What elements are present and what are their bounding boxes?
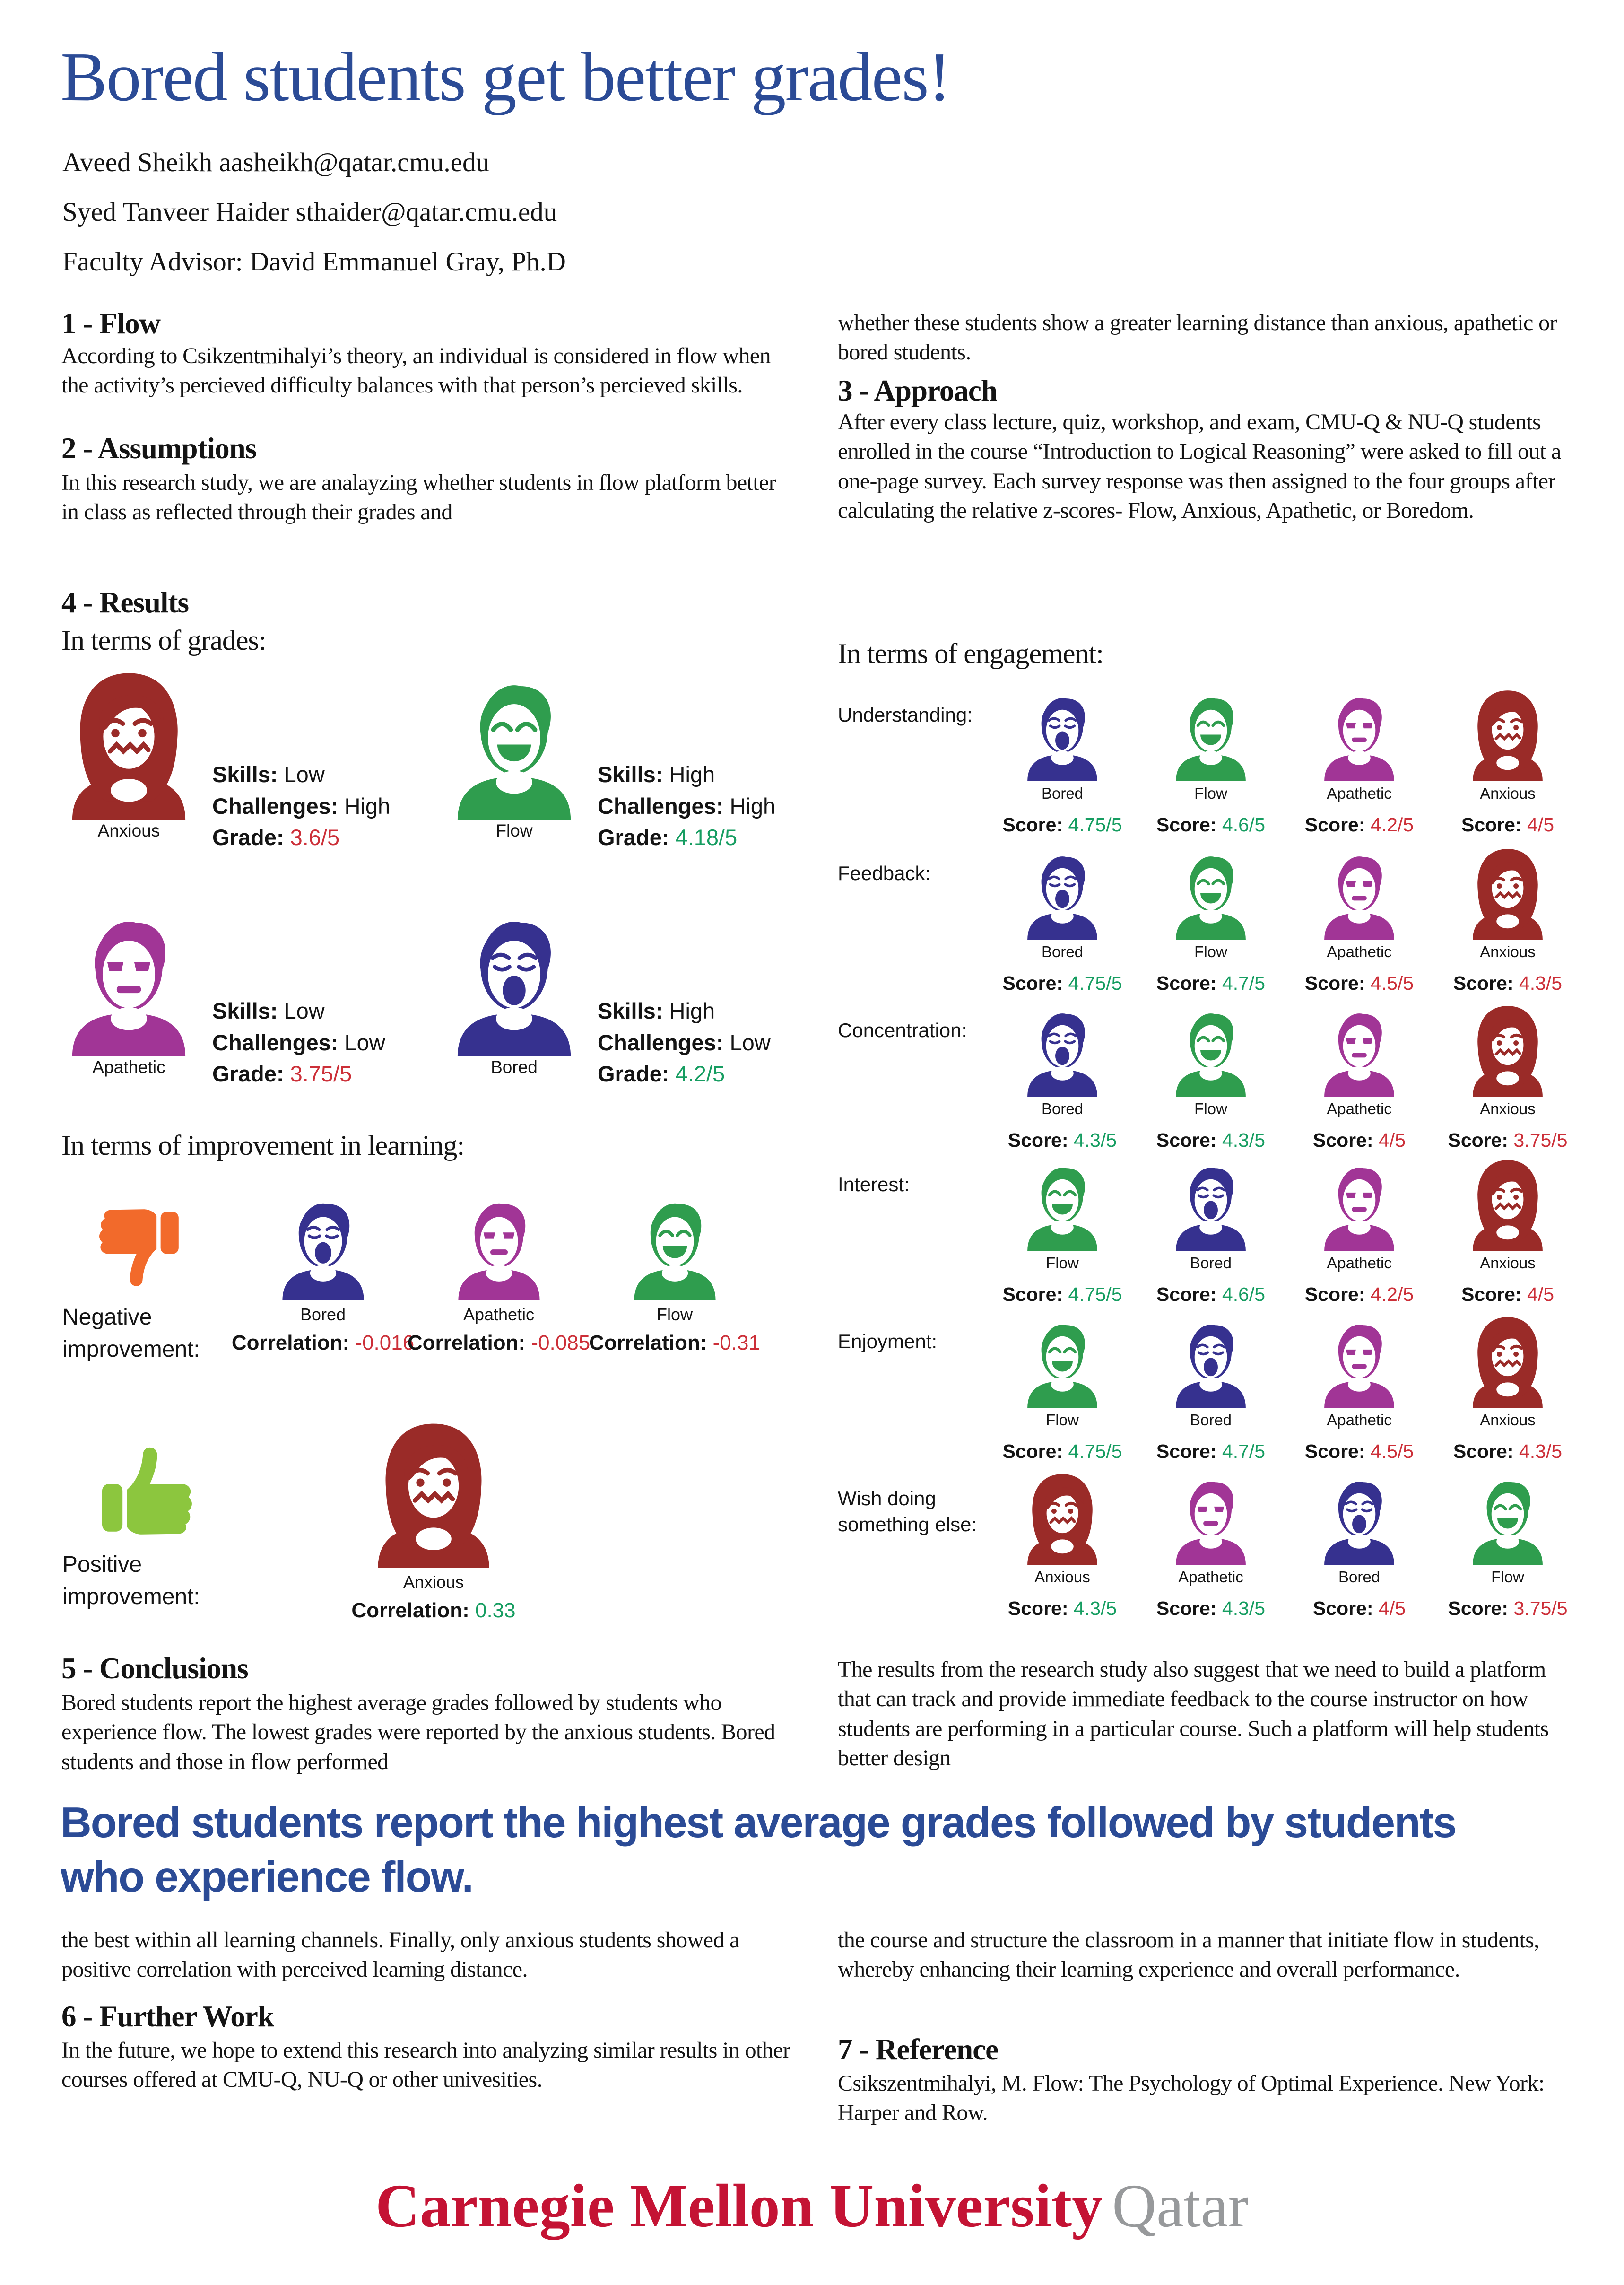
grades-label: In terms of grades: [61, 625, 266, 656]
persona-column [61, 906, 196, 1109]
engagement-row-6 [838, 1472, 1613, 1620]
apathetic-person-icon [1169, 1472, 1252, 1567]
persona-label: Bored [1190, 1254, 1232, 1272]
approach-heading: 3 - Approach [838, 374, 997, 407]
persona-label: Apathetic [1327, 1100, 1392, 1117]
bored-person-icon [275, 1192, 372, 1303]
apathetic-person-icon [451, 1192, 547, 1303]
persona-label: Bored [1338, 1568, 1381, 1586]
assumptions-body: In this research study, we are analayzing whether students in flow platform better in class as reflected through their grades and [61, 470, 776, 525]
correlation-line: Correlation: 0.33 [351, 1599, 516, 1622]
engagement-cell-bored [1137, 1315, 1285, 1463]
bored-person-icon [1169, 1315, 1252, 1410]
authors-block [62, 138, 566, 287]
persona-column [447, 906, 582, 1109]
score-line: Score: 4.75/5 [1002, 814, 1122, 836]
persona-label: Flow [1046, 1411, 1079, 1429]
engagement-cell-anxious [1433, 1158, 1582, 1306]
persona-label: Flow [495, 821, 533, 840]
challenges-line: Challenges: Low [212, 1029, 385, 1055]
apathetic-person-icon [1318, 688, 1401, 784]
apathetic-person-icon [1318, 1158, 1401, 1253]
persona-label: Anxious [1480, 785, 1536, 802]
engagement-cell-apathetic [1285, 688, 1433, 836]
reference-heading: 7 - Reference [838, 2033, 999, 2066]
correlation-line: Correlation: -0.31 [589, 1331, 760, 1354]
assumptions-body-continued: whether these students show a greater learning distance than anxious, apathetic or bored students. [838, 310, 1557, 365]
persona-label: Anxious [1480, 1254, 1536, 1272]
engagement-cell-apathetic [1285, 846, 1433, 994]
flow-person-icon [1021, 1158, 1104, 1253]
improvement-heading: In terms of improvement in learning: [61, 1130, 465, 1161]
skills-line: Skills: Low [212, 761, 325, 787]
score-line: Score: 4/5 [1312, 1597, 1406, 1619]
positive-improvement-label: Positive improvement: [62, 1552, 200, 1610]
engagement-cell-bored [1285, 1472, 1433, 1620]
score-line: Score: 3.75/5 [1448, 1129, 1568, 1151]
thumbs-down-icon [62, 1180, 235, 1301]
grade-line: Grade: 3.75/5 [212, 1061, 352, 1087]
persona-label: Anxious [1480, 1411, 1536, 1429]
apathetic-person-icon [1318, 846, 1401, 942]
assumptions-heading: 2 - Assumptions [61, 432, 257, 465]
flow-person-icon [626, 1192, 723, 1303]
grade-card-anxious [61, 669, 433, 872]
key-finding-callout: Bored students report the highest average grades followed by students who experience flow. [61, 1799, 1456, 1901]
engagement-cell-apathetic [1137, 1472, 1285, 1620]
score-line: Score: 4.3/5 [1007, 1129, 1117, 1151]
persona-label: Apathetic [1327, 943, 1392, 960]
score-line: Score: 4.7/5 [1156, 972, 1266, 994]
engagement-cell-bored [988, 688, 1137, 836]
footer-logo [0, 2171, 1624, 2241]
flow-person-icon [1169, 846, 1252, 942]
score-line: Score: 4.75/5 [1002, 1440, 1122, 1462]
approach-body: After every class lecture, quiz, workshop, and exam, CMU-Q & NU-Q students enrolled in the course “Introduction to Logical Reasoning” were asked to fill out a one-page survey. Each survey response was then assigned to the four groups after calculating the relative z-scores- Flow, Anxious, Apathetic, or Boredom. [838, 410, 1561, 523]
positive-improvement-items [235, 1414, 545, 1622]
score-line: Score: 4/5 [1461, 1283, 1554, 1305]
flow-body: According to Csikzentmihalyi’s theory, an individual is considered in flow when the activity’s percieved difficulty balances with that person’s percieved skills. [61, 343, 771, 398]
persona-label: Apathetic [1327, 1411, 1392, 1429]
author-line: Faculty Advisor: David Emmanuel Gray, Ph.D [62, 246, 566, 277]
flow-person-icon [1021, 1315, 1104, 1410]
engagement-row-label: Wish doing something else: [838, 1487, 977, 1535]
bored-person-icon [1318, 1472, 1401, 1567]
engagement-row-label: Concentration: [838, 1019, 967, 1041]
score-line: Score: 4.6/5 [1156, 1283, 1266, 1305]
grade-card-bored [447, 906, 818, 1109]
flow-heading: 1 - Flow [61, 307, 160, 340]
persona-label: Anxious [403, 1572, 464, 1592]
score-line: Score: 4.2/5 [1304, 1283, 1414, 1305]
positive-improvement-row [62, 1414, 630, 1622]
score-line: Score: 4.3/5 [1156, 1597, 1266, 1619]
score-line: Score: 4.75/5 [1002, 972, 1122, 994]
grade-stats [212, 995, 385, 1109]
challenges-line: Challenges: High [598, 793, 776, 819]
persona-label: Bored [300, 1305, 346, 1324]
engagement-cell-apathetic [1285, 1158, 1433, 1306]
persona-label: Flow [1194, 943, 1227, 960]
conclusions-body-left: Bored students report the highest average grades followed by students who experience flow. The lowest grades were reported by the anxious students. Bored students and those in flow performed [61, 1690, 775, 1774]
grade-stats [598, 995, 771, 1109]
engagement-row-label: Understanding: [838, 704, 973, 726]
persona-label: Flow [1046, 1254, 1079, 1272]
persona-column [61, 669, 196, 872]
correlation-line: Correlation: -0.085 [407, 1331, 591, 1354]
engagement-cell-anxious [1433, 846, 1582, 994]
further-work-heading: 6 - Further Work [61, 2000, 274, 2033]
skills-line: Skills: Low [212, 998, 325, 1023]
skills-line: Skills: High [598, 761, 715, 787]
engagement-cell-apathetic [1285, 1315, 1433, 1463]
persona-label: Apathetic [1327, 785, 1392, 802]
anxious-person-icon [1021, 1472, 1104, 1567]
anxious-person-icon [1466, 1158, 1549, 1253]
author-line: Syed Tanveer Haider sthaider@qatar.cmu.edu [62, 197, 557, 227]
engagement-cell-flow [988, 1158, 1137, 1306]
engagement-row-3 [838, 1003, 1613, 1151]
grade-stats [212, 759, 390, 872]
score-line: Score: 4.2/5 [1304, 814, 1414, 836]
flow-person-icon [1169, 1003, 1252, 1099]
engagement-cell-anxious [1433, 688, 1582, 836]
correlation-line: Correlation: -0.016 [231, 1331, 415, 1354]
score-line: Score: 4.5/5 [1304, 1440, 1414, 1462]
skills-line: Skills: High [598, 998, 715, 1023]
persona-label: Apathetic [1178, 1568, 1243, 1586]
persona-label: Flow [656, 1305, 693, 1324]
score-line: Score: 4.75/5 [1002, 1283, 1122, 1305]
negative-improvement-row [62, 1180, 819, 1362]
persona-label: Anxious [1480, 943, 1536, 960]
engagement-cell-bored [988, 1003, 1137, 1151]
score-line: Score: 4.3/5 [1156, 1129, 1266, 1151]
results-heading: 4 - Results [61, 586, 189, 619]
bored-person-icon [1021, 846, 1104, 942]
persona-label: Anxious [1480, 1100, 1536, 1117]
further-work-body: In the future, we hope to extend this research into analyzing similar results in other courses offered at CMU-Q, NU-Q or other univesities. [61, 2038, 790, 2093]
conclusions-continued-left: the best within all learning channels. Finally, only anxious students showed a positive correlation with perceived learning distance. [61, 1927, 739, 1982]
anxious-person-icon [61, 669, 196, 820]
engagement-row-label: Enjoyment: [838, 1330, 938, 1352]
challenges-line: Challenges: Low [598, 1029, 771, 1055]
negative-improvement-label-column [62, 1180, 235, 1362]
anxious-person-icon [1466, 846, 1549, 942]
persona-label: Flow [1194, 1100, 1227, 1117]
engagement-cell-flow [1433, 1472, 1582, 1620]
improvement-item-apathetic [407, 1180, 591, 1354]
apathetic-person-icon [1318, 1003, 1401, 1099]
persona-label: Flow [1194, 785, 1227, 802]
engagement-cell-anxious [988, 1472, 1137, 1620]
bored-person-icon [1021, 688, 1104, 784]
thumbs-up-icon [62, 1414, 235, 1549]
flow-person-icon [447, 669, 582, 820]
cmu-wordmark: Carnegie Mellon University [375, 2172, 1103, 2240]
persona-label: Anxious [97, 821, 160, 840]
engagement-row-1 [838, 688, 1613, 836]
persona-label: Apathetic [463, 1305, 535, 1324]
score-line: Score: 4.7/5 [1156, 1440, 1266, 1462]
persona-label: Flow [1491, 1568, 1524, 1586]
persona-label: Bored [1041, 785, 1084, 802]
bored-person-icon [1169, 1158, 1252, 1253]
author-line: Aveed Sheikh aasheikh@qatar.cmu.edu [62, 148, 489, 177]
anxious-person-icon [367, 1420, 500, 1570]
score-line: Score: 3.75/5 [1448, 1597, 1568, 1619]
page-title: Bored students get better grades! [61, 38, 951, 116]
apathetic-person-icon [61, 906, 196, 1056]
qatar-wordmark: Qatar [1112, 2172, 1249, 2240]
engagement-cell-bored [988, 846, 1137, 994]
score-line: Score: 4/5 [1461, 814, 1554, 836]
score-line: Score: 4.3/5 [1007, 1597, 1117, 1619]
persona-label: Anxious [1034, 1568, 1090, 1586]
engagement-cell-anxious [1433, 1315, 1582, 1463]
persona-label: Apathetic [92, 1057, 165, 1077]
positive-improvement-label-column [62, 1414, 235, 1610]
bored-person-icon [447, 906, 582, 1056]
reference-body: Csikszentmihalyi, M. Flow: The Psychology of Optimal Experience. New York: Harper and Row. [838, 2071, 1545, 2126]
improvement-item-flow [587, 1180, 763, 1354]
improvement-item-anxious [322, 1414, 545, 1622]
persona-label: Apathetic [1327, 1254, 1392, 1272]
persona-label: Bored [1041, 943, 1084, 960]
grade-card-apathetic [61, 906, 433, 1109]
grades-grid [61, 669, 818, 1109]
grade-line: Grade: 4.2/5 [598, 1061, 725, 1087]
negative-improvement-items [231, 1180, 763, 1354]
engagement-cell-anxious [1433, 1003, 1582, 1151]
engagement-cell-flow [1137, 688, 1285, 836]
apathetic-person-icon [1318, 1315, 1401, 1410]
flow-person-icon [1466, 1472, 1549, 1567]
engagement-row-2 [838, 846, 1613, 994]
challenges-line: Challenges: High [212, 793, 391, 819]
engagement-cell-flow [1137, 846, 1285, 994]
engagement-cell-apathetic [1285, 1003, 1433, 1151]
score-line: Score: 4.3/5 [1453, 972, 1563, 994]
engagement-row-4 [838, 1158, 1613, 1306]
grade-line: Grade: 3.6/5 [212, 825, 340, 850]
engagement-cell-bored [1137, 1158, 1285, 1306]
persona-label: Bored [1190, 1411, 1232, 1429]
grade-line: Grade: 4.18/5 [598, 825, 738, 850]
grade-stats [598, 759, 775, 872]
engagement-row-label: Feedback: [838, 862, 931, 884]
engagement-row-5 [838, 1315, 1613, 1463]
anxious-person-icon [1466, 1003, 1549, 1099]
conclusions-heading: 5 - Conclusions [61, 1652, 248, 1685]
flow-person-icon [1169, 688, 1252, 784]
persona-label: Bored [491, 1057, 538, 1077]
conclusions-continued-right: the course and structure the classroom in a manner that initiate flow in students, whereby enhancing their learning experience and overall performance. [838, 1927, 1539, 1982]
negative-improvement-label: Negative improvement: [62, 1305, 200, 1362]
grade-card-flow [447, 669, 818, 872]
anxious-person-icon [1466, 688, 1549, 784]
anxious-person-icon [1466, 1315, 1549, 1410]
score-line: Score: 4/5 [1312, 1129, 1406, 1151]
persona-column [447, 669, 582, 872]
persona-label: Bored [1041, 1100, 1084, 1117]
bored-person-icon [1021, 1003, 1104, 1099]
score-line: Score: 4.5/5 [1304, 972, 1414, 994]
engagement-cell-flow [988, 1315, 1137, 1463]
engagement-heading: In terms of engagement: [838, 638, 1103, 669]
score-line: Score: 4.6/5 [1156, 814, 1266, 836]
improvement-item-bored [231, 1180, 415, 1354]
engagement-row-label: Interest: [838, 1173, 910, 1195]
conclusions-body-right: The results from the research study also suggest that we need to build a platform that can track and provide immediate feedback to the course instructor on how students are performing in a particular course. Such a platform will help students better design [838, 1657, 1549, 1771]
score-line: Score: 4.3/5 [1453, 1440, 1563, 1462]
engagement-cell-flow [1137, 1003, 1285, 1151]
